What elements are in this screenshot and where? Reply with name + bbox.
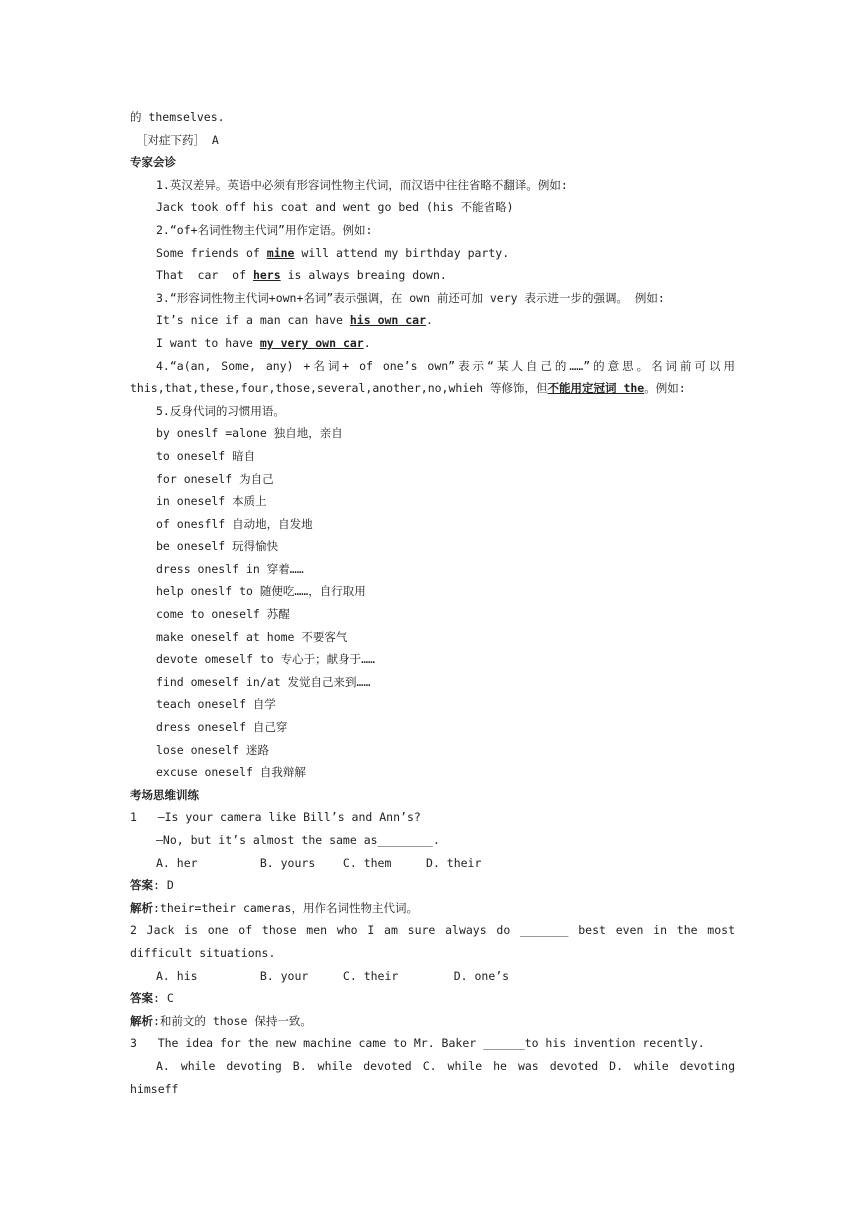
explanation-label: 解析 (130, 900, 153, 915)
example-text: will attend my birthday party. (294, 245, 510, 260)
example-line (130, 264, 735, 287)
text-line: ［对症下药］ A (136, 132, 219, 147)
phrase-item: of onesflf 自动地，自发地 (156, 516, 313, 531)
phrase-item: lose oneself 迷路 (156, 742, 270, 757)
question-line: 2 Jack is one of those men who I am sure always do _______ best even in the most difficult situations. (130, 923, 735, 960)
example-line (130, 332, 735, 355)
answer-value: : C (153, 991, 174, 1006)
phrase-item: find omeself in/at 发觉自己来到…… (156, 674, 371, 689)
answer-options: A. his B. your C. their D. one’s (156, 968, 510, 983)
example-text: . (363, 335, 371, 350)
phrase-item: make oneself at home 不要客气 (156, 629, 348, 644)
example-text: It’s nice if a man can have (156, 313, 350, 328)
text-line: 2.“of+名词性物主代词”用作定语。例如: (156, 222, 373, 237)
section-heading: 考场思维训练 (130, 787, 199, 802)
example-line (130, 309, 735, 332)
phrase-item: be oneself 玩得愉快 (156, 539, 279, 554)
answer-line (130, 874, 735, 897)
emphasis-text: 不能用定冠词 the (547, 381, 645, 396)
answer-label: 答案 (130, 878, 153, 893)
section-heading: 专家会诊 (130, 155, 176, 170)
phrase-item: teach oneself 自学 (156, 697, 276, 712)
example-text: I want to have (156, 335, 260, 350)
example-line: Jack took off his coat and went go bed (his 不能省略) (156, 200, 514, 215)
phrase-item: to oneself 暗自 (156, 448, 256, 463)
phrase-item: come to oneself 苏醒 (156, 607, 290, 622)
phrase-item: in oneself 本质上 (156, 494, 267, 509)
example-line (130, 242, 735, 265)
explanation-text: :和前文的 those 保持一致。 (153, 1013, 312, 1028)
explanation-text: :their=their cameras，用作名词性物主代词。 (153, 900, 418, 915)
paragraph-text: 4.“a(an, Some, any) +名词+ of one’s own”表示“某人自己的……”的意思。名词前可以用 this,that,these,four,those,several,another,no,whieh 等修饰，但 (130, 358, 735, 396)
question-line: 1 —Is your camera like Bill’s and Ann’s? (130, 810, 421, 825)
phrase-item: dress oneslf in 穿着…… (156, 561, 304, 576)
example-text: That car of (156, 268, 253, 283)
phrase-item: devote omeself to 专心于；献身于…… (156, 652, 375, 667)
document-page (130, 106, 735, 1100)
emphasis-text: mine (266, 245, 295, 260)
answer-options: A. her B. yours C. them D. their (156, 855, 482, 870)
phrase-item: excuse oneself 自我辩解 (156, 765, 306, 780)
phrase-item: for oneself 为自己 (156, 471, 274, 486)
explanation-line (130, 1010, 735, 1033)
phrase-item: help oneslf to 随便吃……，自行取用 (156, 584, 366, 599)
text-line: 3.“形容词性物主代词+own+名词”表示强调，在 own 前还可加 very 表示进一步的强调。 例如: (156, 290, 665, 305)
emphasis-text: my very own car (259, 335, 364, 350)
explanation-line (130, 897, 735, 920)
answer-label: 答案 (130, 991, 153, 1006)
paragraph (130, 355, 735, 400)
phrase-item: dress oneself 自己穿 (156, 720, 288, 735)
answer-line (130, 987, 735, 1010)
answer-value: : D (153, 878, 174, 893)
explanation-label: 解析 (130, 1013, 153, 1028)
question-line: 3 The idea for the new machine came to Mr. Baker ______to his invention recently. (130, 1036, 705, 1051)
emphasis-text: hers (252, 268, 281, 283)
text-line: 的 themselves. (130, 110, 225, 124)
example-text: is always breaing down. (280, 268, 447, 283)
text-line: 1.英汉差异。英语中必须有形容词性物主代词，而汉语中往往省略不翻译。例如: (156, 177, 568, 192)
example-text: Some friends of (156, 245, 267, 260)
phrase-item: by oneslf =alone 独自地，亲自 (156, 426, 343, 441)
answer-options: A. while devoting B. while devoted C. while he was devoted D. while devoting himseff (130, 1058, 735, 1096)
emphasis-text: his own car (349, 313, 427, 328)
text-line: 5.反身代词的习惯用语。 (156, 403, 285, 418)
question-line: —No, but it’s almost the same as________. (156, 833, 440, 847)
example-text: . (426, 313, 433, 328)
paragraph-text: 。例如: (644, 381, 686, 396)
